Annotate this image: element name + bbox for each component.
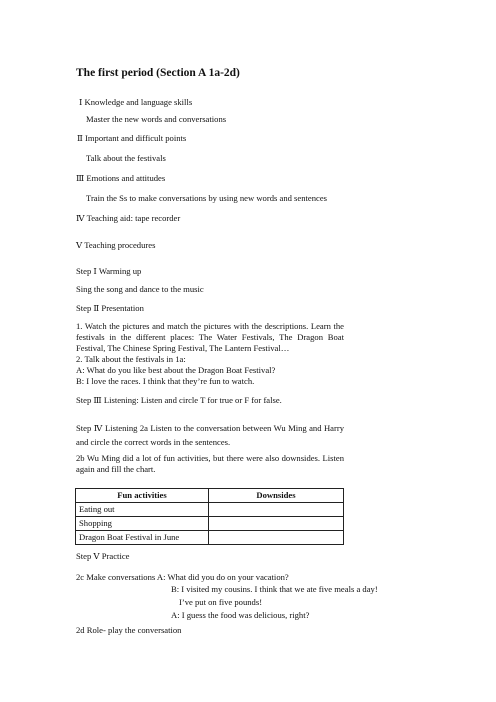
step2-item1: 1. Watch the pictures and match the pictures with the descriptions. Learn the festivals in the different places: The Water Festivals, The Dragon Boat Festival, The Chinese Spring Festival, The Lantern Festival… [76,321,344,353]
chart-header-fun: Fun activities [76,489,209,503]
chart-cell: Eating out [76,503,209,517]
table-row [76,531,344,545]
step1-heading: Step Ⅰ Warming up [76,266,142,276]
table-row [76,517,344,531]
important-heading: Ⅱ Important and difficult points [77,133,187,143]
fill-chart [75,488,344,545]
item-2c-line-b: B: I visited my cousins. I think that we ate five meals a day! [171,584,378,594]
teaching-aid: Ⅳ Teaching aid: tape recorder [76,213,181,223]
step1-detail: Sing the song and dance to the music [76,284,204,294]
step2-item2-line-b: B: I love the races. I think that they’re fun to watch. [76,376,255,386]
emotions-detail: Train the Ss to make conversations by using new words and sentences [86,193,327,203]
step2-item2: 2. Talk about the festivals in 1a: [76,354,186,364]
step2-item2-line-a: A: What do you like best about the Dragon Boat Festival? [76,365,276,375]
chart-cell-blank[interactable] [209,503,344,517]
chart-header-downsides: Downsides [209,489,344,503]
step2-heading: Step Ⅱ Presentation [76,303,144,313]
chart-cell: Dragon Boat Festival in June [76,531,209,545]
chart-cell-blank[interactable] [209,531,344,545]
step4-listening: Step Ⅳ Listening 2a Listen to the conversation between Wu Ming and Harry and circle the correct words in the sentences. [76,423,344,447]
item-2b: 2b Wu Ming did a lot of fun activities, but there were also downsides. Listen again and fill the chart. [76,453,344,474]
procedures-heading: Ⅴ Teaching procedures [76,240,156,250]
table-row [76,503,344,517]
emotions-heading: Ⅲ Emotions and attitudes [76,173,166,183]
important-detail: Talk about the festivals [86,153,166,163]
item-2c-line-a: 2c Make conversations A: What did you do on your vacation? [76,572,289,582]
page-title: The first period (Section A 1a-2d) [76,67,240,79]
item-2c-line-d: A: I guess the food was delicious, right? [171,610,310,620]
knowledge-detail: Master the new words and conversations [86,114,227,124]
knowledge-heading: Ⅰ Knowledge and language skills [79,97,193,107]
item-2c-line-c: I’ve put on five pounds! [179,597,263,607]
chart-cell: Shopping [76,517,209,531]
step5-heading: Step Ⅴ Practice [76,551,130,561]
step3-listening: Step Ⅲ Listening: Listen and circle T for true or F for false. [76,395,282,405]
chart-cell-blank[interactable] [209,517,344,531]
item-2d: 2d Role- play the conversation [76,625,182,635]
